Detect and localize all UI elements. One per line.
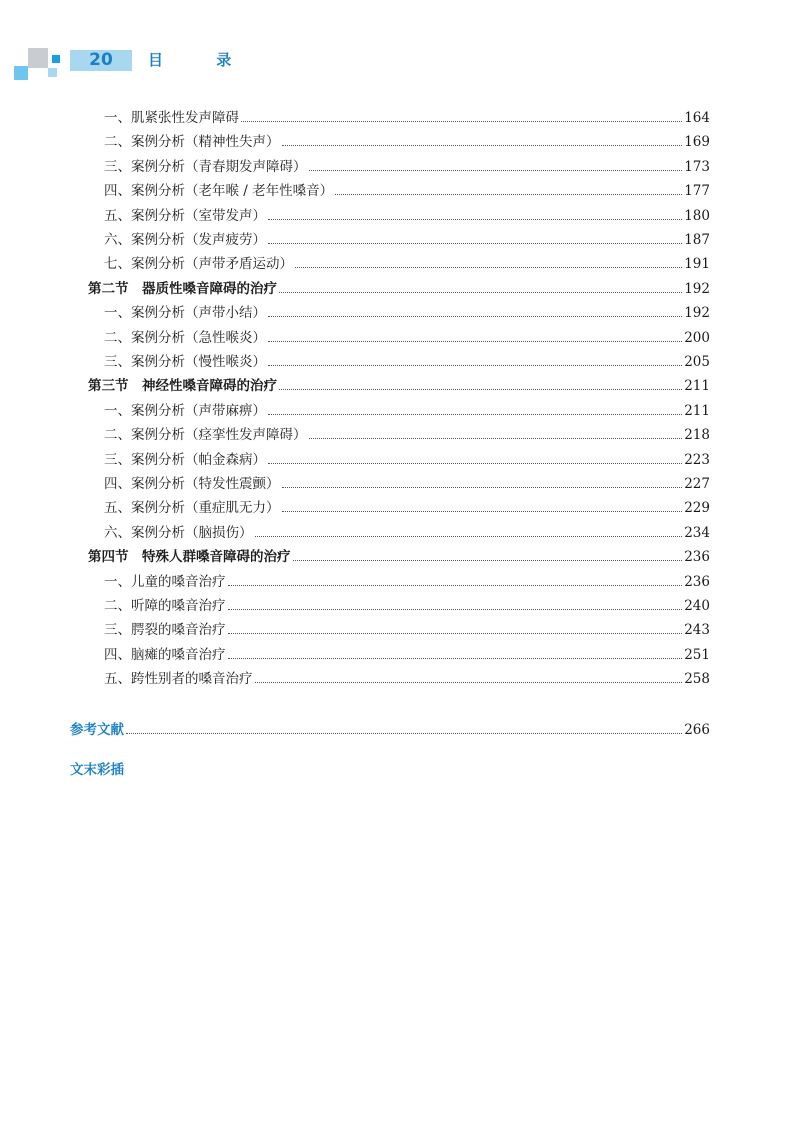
toc-entry-label: 第三节 神经性嗓音障碍的治疗 [88, 378, 277, 395]
dot-leader [293, 560, 683, 561]
toc-entry-label: 四、案例分析（老年喉 / 老年性嗓音） [104, 183, 334, 200]
dot-leader [241, 121, 682, 122]
toc-entry[interactable] [104, 619, 710, 639]
toc-entry[interactable] [104, 107, 710, 127]
dot-leader [309, 438, 683, 439]
toc-entry[interactable] [104, 131, 710, 151]
toc-entry-page: 236 [684, 549, 710, 566]
dot-leader [228, 585, 683, 586]
toc-entry[interactable] [104, 156, 710, 176]
toc-entry[interactable] [104, 302, 710, 322]
toc-entry-page: 187 [684, 232, 710, 248]
toc-entry-page: 234 [684, 524, 710, 541]
toc-entry-page: 266 [684, 722, 710, 738]
toc-entry-page: 169 [684, 134, 710, 151]
toc-entry-page: 240 [684, 598, 710, 614]
toc-entry-page: 192 [684, 305, 710, 322]
toc-entry[interactable] [104, 253, 710, 273]
toc-entry-label: 三、案例分析（青春期发声障碍） [104, 158, 307, 175]
dot-leader [255, 536, 683, 537]
toc-entry[interactable] [104, 180, 710, 200]
toc-entry[interactable] [104, 449, 710, 469]
dot-leader [268, 414, 682, 415]
toc-entry-label: 一、儿童的嗓音治疗 [104, 573, 226, 590]
page-number: 20 [70, 50, 132, 71]
toc-entry-label: 五、案例分析（室带发声） [104, 207, 266, 224]
toc-entry[interactable] [88, 546, 710, 566]
toc-entry-label: 三、腭裂的嗓音治疗 [104, 622, 226, 639]
toc-entry-page: 227 [684, 476, 710, 492]
dot-leader [268, 365, 682, 366]
toc-entry[interactable] [104, 351, 710, 371]
toc-entry-label: 七、案例分析（声带矛盾运动） [104, 256, 293, 273]
toc-entry-label: 一、案例分析（声带小结） [104, 305, 266, 322]
toc-entry[interactable] [88, 375, 710, 395]
toc-entry-label: 五、案例分析（重症肌无力） [104, 500, 280, 517]
dot-leader [295, 267, 682, 268]
toc-entry-page: 180 [684, 207, 710, 224]
dot-leader [126, 733, 682, 734]
toc-entry-page: 205 [684, 354, 710, 370]
toc-entry-label: 六、案例分析（脑损伤） [104, 524, 253, 541]
toc-entry-label: 三、案例分析（慢性喉炎） [104, 354, 266, 370]
toc-entry[interactable] [104, 595, 710, 615]
toc-entry-label: 四、案例分析（特发性震颤） [104, 476, 280, 492]
toc-entry[interactable] [104, 424, 710, 444]
backmatter-entry[interactable] [70, 719, 710, 739]
toc-entry-label: 参考文献 [70, 722, 124, 738]
toc-entry[interactable] [88, 278, 710, 298]
toc-entry-page: 191 [684, 256, 710, 273]
backmatter-entry[interactable] [70, 759, 710, 779]
dot-leader [282, 145, 683, 146]
toc-entry[interactable] [104, 205, 710, 225]
toc-entry-page: 164 [684, 110, 710, 126]
dot-leader [228, 658, 683, 659]
toc-entry[interactable] [104, 522, 710, 542]
toc-entry-label: 二、听障的嗓音治疗 [104, 598, 226, 614]
toc-entry-page: 223 [684, 451, 710, 468]
toc-entry-page: 192 [684, 280, 710, 297]
toc-entry-label: 四、脑瘫的嗓音治疗 [104, 646, 226, 663]
toc-entry-label: 三、案例分析（帕金森病） [104, 451, 266, 468]
toc-entry-label: 二、案例分析（急性喉炎） [104, 329, 266, 346]
toc-entry[interactable] [104, 497, 710, 517]
toc-entry[interactable] [104, 327, 710, 347]
toc-entry-page: 258 [684, 671, 710, 688]
toc-entry[interactable] [104, 571, 710, 591]
toc-entry-label: 第二节 器质性嗓音障碍的治疗 [88, 280, 277, 297]
dot-leader [268, 243, 682, 244]
dot-leader [282, 487, 683, 488]
toc-entry-label: 第四节 特殊人群嗓音障碍的治疗 [88, 549, 291, 566]
dot-leader [268, 316, 682, 317]
dot-leader [228, 609, 683, 610]
toc-entry[interactable] [104, 229, 710, 249]
dot-leader [279, 389, 682, 390]
toc-entry-page: 177 [684, 183, 710, 200]
toc-entry-page: 211 [684, 378, 710, 395]
dot-leader [309, 170, 683, 171]
toc-entry-page: 173 [684, 158, 710, 175]
dot-leader [228, 633, 683, 634]
toc-entry-label: 六、案例分析（发声疲劳） [104, 232, 266, 248]
dot-leader [335, 194, 682, 195]
dot-leader [268, 463, 682, 464]
toc-entry-page: 218 [684, 427, 710, 444]
toc-entry-label: 文末彩插 [70, 762, 124, 778]
header-decoration [0, 0, 80, 90]
dot-leader [268, 341, 682, 342]
dot-leader [268, 219, 682, 220]
toc-entry-page: 236 [684, 573, 710, 590]
toc-entry-label: 五、跨性别者的嗓音治疗 [104, 671, 253, 688]
toc-entry[interactable] [104, 668, 710, 688]
dot-leader [282, 511, 683, 512]
toc-entry-page: 200 [684, 329, 710, 346]
toc-entry-label: 一、肌紧张性发声障碍 [104, 110, 239, 126]
dot-leader [279, 292, 682, 293]
toc-entry[interactable] [104, 400, 710, 420]
toc-entry-page: 251 [684, 646, 710, 663]
toc-entry-page: 211 [684, 402, 710, 419]
toc-entry[interactable] [104, 644, 710, 664]
toc-entry-page: 229 [684, 500, 710, 517]
toc-entry[interactable] [104, 473, 710, 493]
toc-entry-label: 一、案例分析（声带麻痹） [104, 402, 266, 419]
toc-entry-label: 二、案例分析（精神性失声） [104, 134, 280, 151]
dot-leader [255, 682, 683, 683]
page-title: 目 录 [148, 51, 256, 69]
toc-entry-page: 243 [684, 622, 710, 639]
toc-entry-label: 二、案例分析（痉挛性发声障碍） [104, 427, 307, 444]
